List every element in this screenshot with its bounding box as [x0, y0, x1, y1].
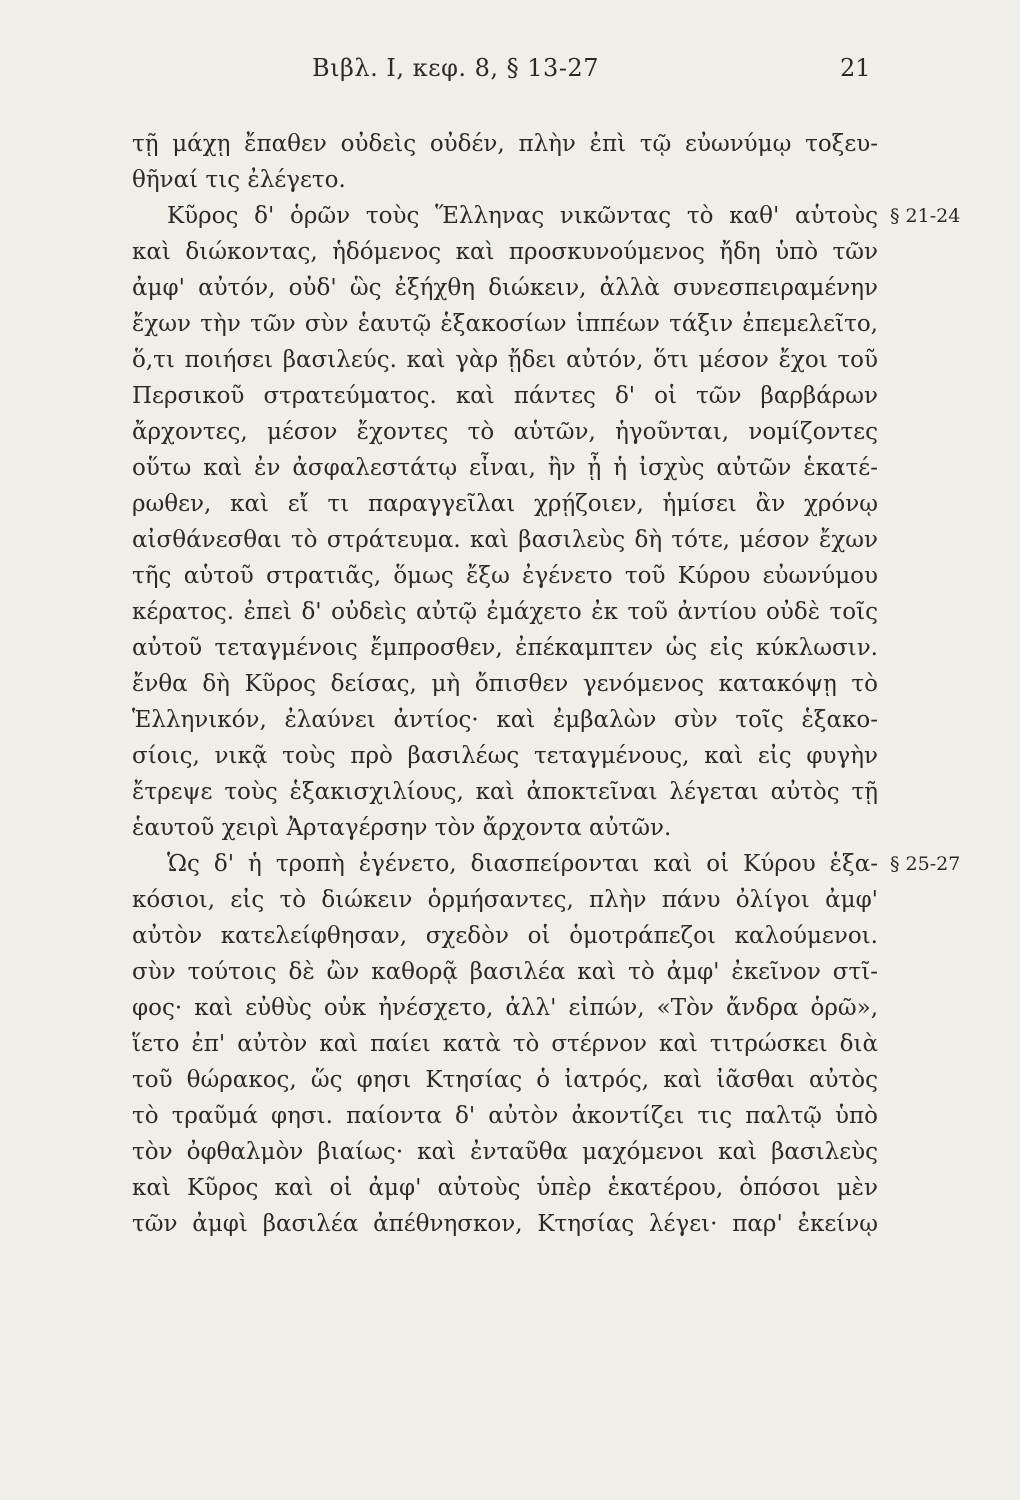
- text-line: Ὡς δ' ἡ τροπὴ ἐγένετο, διασπείρονται καὶ οἱ Κύρου ἑξα-: [167, 851, 878, 877]
- text-line: Κῦρος δ' ὁρῶν τοὺς Ἕλληνας νικῶντας τὸ καθ' αὑτοὺς: [167, 203, 878, 229]
- text-line: αὐτοῦ τεταγμένοις ἔμπροσθεν, ἐπέκαμπτεν ὡς εἰς κύκλωσιν.: [132, 635, 878, 661]
- text-line: κέρατος. ἐπεὶ δ' οὐδεὶς αὐτῷ ἐμάχετο ἐκ τοῦ ἀντίου οὐδὲ τοῖς: [132, 599, 878, 625]
- text-line: ἀμφ' αὐτόν, οὐδ' ὣς ἐξήχθη διώκειν, ἀλλὰ συνεσπειραμένην: [132, 275, 878, 301]
- text-line: σίοις, νικᾷ τοὺς πρὸ βασιλέως τεταγμένους, καὶ εἰς φυγὴν: [132, 743, 878, 769]
- text-line: ἔχων τὴν τῶν σὺν ἑαυτῷ ἑξακοσίων ἱππέων τάξιν ἐπεμελεῖτο,: [132, 311, 878, 337]
- text-line: καὶ Κῦρος καὶ οἱ ἀμφ' αὐτοὺς ὑπὲρ ἑκατέρου, ὁπόσοι μὲν: [132, 1175, 878, 1201]
- text-line: τοῦ θώρακος, ὥς φησι Κτησίας ὁ ἰατρός, καὶ ἰᾶσθαι αὐτὸς: [132, 1067, 878, 1093]
- text-line: ὅ,τι ποιήσει βασιλεύς. καὶ γὰρ ᾔδει αὐτόν, ὅτι μέσον ἔχοι τοῦ: [132, 347, 878, 373]
- text-line: ἔνθα δὴ Κῦρος δείσας, μὴ ὄπισθεν γενόμενος κατακόψῃ τὸ: [132, 671, 878, 697]
- text-line: τῶν ἀμφὶ βασιλέα ἀπέθνησκον, Κτησίας λέγει· παρ' ἐκείνῳ: [132, 1211, 878, 1237]
- text-line: κόσιοι, εἰς τὸ διώκειν ὁρμήσαντες, πλὴν πάνυ ὀλίγοι ἀμφ': [132, 887, 878, 913]
- text-line: οὕτω καὶ ἐν ἀσφαλεστάτῳ εἶναι, ἢν ᾖ ἡ ἰσχὺς αὐτῶν ἑκατέ-: [132, 455, 878, 481]
- margin-note: § 21-24: [890, 205, 961, 227]
- text-line: καὶ διώκοντας, ἡδόμενος καὶ προσκυνούμενος ἤδη ὑπὸ τῶν: [132, 239, 878, 265]
- text-line: τὸ τραῦμά φησι. παίοντα δ' αὐτὸν ἀκοντίζει τις παλτῷ ὑπὸ: [132, 1103, 878, 1129]
- running-header: Βιβλ. I, κεφ. 8, § 13-27: [312, 54, 599, 82]
- text-line: αἰσθάνεσθαι τὸ στράτευμα. καὶ βασιλεὺς δὴ τότε, μέσον ἔχων: [132, 527, 878, 553]
- text-line: Ἑλληνικόν, ἐλαύνει ἀντίος· καὶ ἐμβαλὼν σὺν τοῖς ἑξακο-: [132, 707, 878, 733]
- text-line: τὸν ὀφθαλμὸν βιαίως· καὶ ἐνταῦθα μαχόμενοι καὶ βασιλεὺς: [132, 1139, 878, 1165]
- text-line: φος· καὶ εὐθὺς οὐκ ἠνέσχετο, ἀλλ' εἰπών, «Τὸν ἄνδρα ὁρῶ»,: [132, 995, 878, 1021]
- text-line: αὐτὸν κατελείφθησαν, σχεδὸν οἱ ὁμοτράπεζοι καλούμενοι.: [132, 923, 878, 949]
- text-line: Περσικοῦ στρατεύματος. καὶ πάντες δ' οἱ τῶν βαρβάρων: [132, 383, 878, 409]
- text-line: ἄρχοντες, μέσον ἔχοντες τὸ αὑτῶν, ἡγοῦνται, νομίζοντες: [132, 419, 878, 445]
- text-line: τῇ μάχῃ ἔπαθεν οὐδεὶς οὐδέν, πλὴν ἐπὶ τῷ εὐωνύμῳ τοξευ-: [132, 131, 878, 157]
- text-line: ἵετο ἐπ' αὐτὸν καὶ παίει κατὰ τὸ στέρνον καὶ τιτρώσκει διὰ: [132, 1031, 878, 1057]
- text-line: ρωθεν, καὶ εἴ τι παραγγεῖλαι χρῄζοιεν, ἡμίσει ἂν χρόνῳ: [132, 491, 878, 517]
- text-line: θῆναί τις ἐλέγετο.: [132, 167, 346, 193]
- text-line: ἑαυτοῦ χειρὶ Ἀρταγέρσην τὸν ἄρχοντα αὐτῶν.: [132, 815, 672, 841]
- page-number: 21: [840, 54, 871, 82]
- text-line: σὺν τούτοις δὲ ὢν καθορᾷ βασιλέα καὶ τὸ ἀμφ' ἐκεῖνον στῖ-: [132, 959, 878, 985]
- text-line: ἔτρεψε τοὺς ἑξακισχιλίους, καὶ ἀποκτεῖναι λέγεται αὐτὸς τῇ: [132, 779, 878, 805]
- text-line: τῆς αὑτοῦ στρατιᾶς, ὅμως ἔξω ἐγένετο τοῦ Κύρου εὐωνύμου: [132, 563, 878, 589]
- margin-note: § 25-27: [890, 853, 961, 875]
